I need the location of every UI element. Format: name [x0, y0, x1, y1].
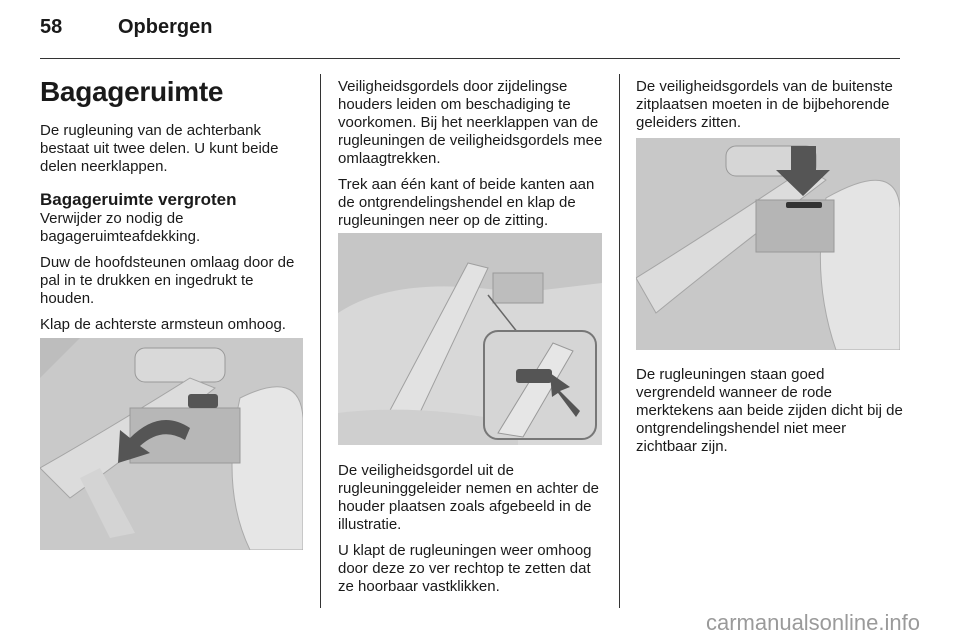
column-2-lower — [338, 462, 606, 604]
column-divider — [619, 74, 620, 608]
column-2 — [338, 78, 604, 238]
paragraph: Duw de hoofdsteunen omlaag door de pal in te drukken en ingedrukt te houden. — [40, 254, 295, 307]
watermark: carmanualsonline.info — [705, 610, 920, 635]
paragraph: Klap de achterste armsteun omhoog. — [40, 316, 286, 333]
illustration-belt-guide — [338, 233, 602, 445]
subheading: Bagageruimte vergroten — [40, 190, 237, 209]
paragraph: Veiligheidsgordels door zijdelingse houders leiden om beschadiging te voorkomen. Bij het neerklappen van de rugleuningen de veiligheidsgordels mee omlaagtrekken. — [338, 78, 603, 167]
illustration-latch — [636, 138, 900, 350]
paragraph: De veiligheidsgordels van de buitenste zitplaatsen moeten in de bijbehorende geleiders zitten. — [636, 78, 893, 131]
page-number: 58 — [40, 16, 63, 38]
intro-paragraph: De rugleuning van de achterbank bestaat uit twee delen. U kunt beide delen neerklappen. — [40, 122, 279, 175]
paragraph: Trek aan één kant of beide kanten aan de ontgrendelingshendel en klap de rugleuningen neer op de zitting. — [338, 176, 595, 229]
paragraph: De veiligheidsgordel uit de rugleuninggeleider nemen en achter de houder plaatsen zoals afgebeeld in de illustratie. — [338, 462, 600, 533]
page-header — [40, 16, 900, 48]
column-3-lower — [636, 366, 904, 464]
header-rule — [40, 58, 900, 59]
column-1 — [40, 66, 304, 342]
illustration-armrest — [40, 338, 303, 550]
column-divider — [320, 74, 321, 608]
column-3 — [636, 78, 902, 140]
page-title: Bagageruimte — [40, 76, 224, 107]
section-title: Opbergen — [118, 16, 213, 38]
paragraph: U klapt de rugleuningen weer omhoog door deze zo ver rechtop te zetten dat ze hoorbaar vastklikken. — [338, 542, 592, 595]
paragraph: De rugleuningen staan goed vergrendeld wanneer de rode merktekens aan beide zijden dicht bij de ontgrendelingshendel niet meer zichtbaar zijn. — [636, 366, 903, 455]
paragraph: Verwijder zo nodig de bagageruimteafdekking. — [40, 210, 201, 245]
